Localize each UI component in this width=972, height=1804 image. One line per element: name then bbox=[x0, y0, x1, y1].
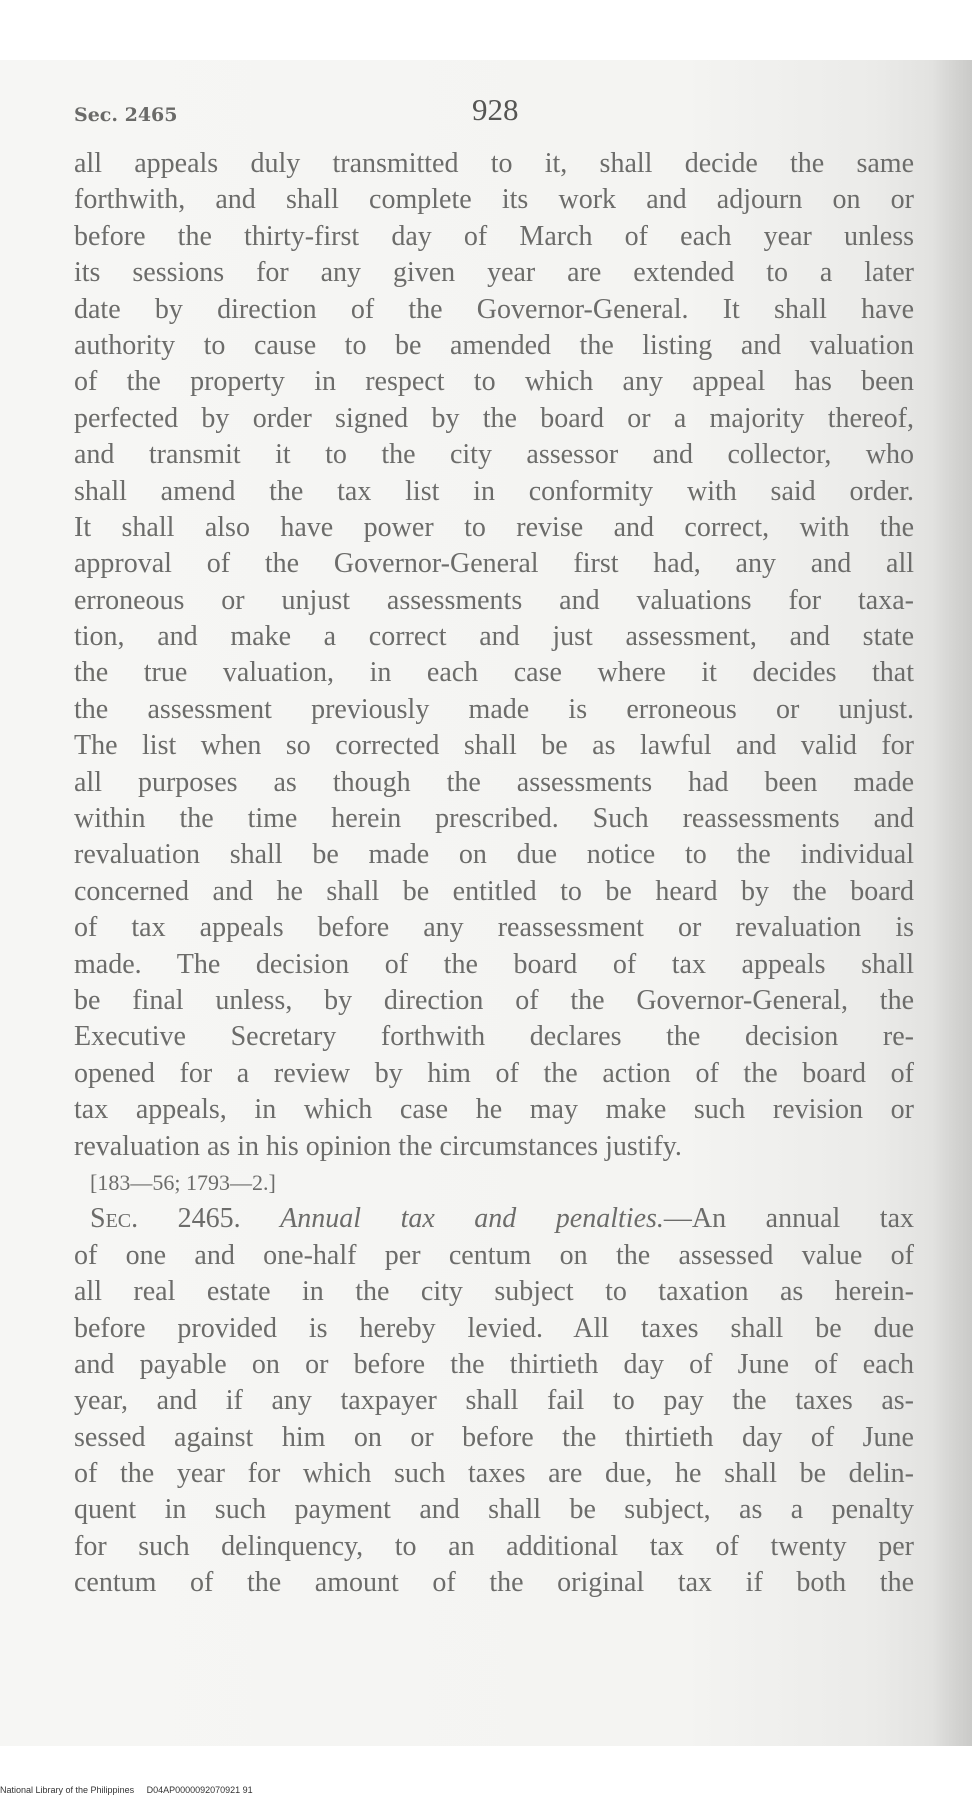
text-line: of the year for which such taxes are due, he shall be delin- bbox=[74, 1458, 914, 1490]
text-line: within the time herein prescribed. Such reassessments and bbox=[74, 803, 914, 835]
text-line: tion, and make a correct and just assessment, and state bbox=[74, 621, 914, 653]
paragraph bbox=[74, 146, 914, 1201]
text-line: be final unless, by direction of the Governor-General, the bbox=[74, 984, 914, 1016]
text-line: of the property in respect to which any appeal has been bbox=[74, 366, 914, 398]
text-line: concerned and he shall be entitled to be heard by the board bbox=[74, 875, 914, 907]
section-first-line-text: —An annual tax bbox=[663, 1203, 914, 1235]
text-line: all appeals duly transmitted to it, shall decide the same bbox=[74, 148, 914, 179]
text-line: date by direction of the Governor-General. It shall have bbox=[74, 293, 914, 325]
text-line: before the thirty-first day of March of each year unless bbox=[74, 220, 914, 252]
section-label: Sec. bbox=[90, 1203, 139, 1235]
text-line: before provided is hereby levied. All taxes shall be due bbox=[74, 1312, 914, 1344]
text-line: for such delinquency, to an additional tax of twenty per bbox=[74, 1530, 914, 1562]
text-line: all real estate in the city subject to taxation as herein- bbox=[74, 1276, 914, 1308]
text-line: its sessions for any given year are extended to a later bbox=[74, 257, 914, 289]
scanned-page bbox=[0, 60, 972, 1746]
text-line: opened for a review by him of the action of the board of bbox=[74, 1057, 914, 1089]
library-credit: National Library of the Philippines bbox=[0, 1785, 135, 1795]
citation: [183—56; 1793—2.] bbox=[90, 1169, 276, 1195]
text-line: Executive Secretary forthwith declares the decision re- bbox=[74, 1021, 914, 1053]
text-line: quent in such payment and shall be subject, as a penalty bbox=[74, 1494, 914, 1526]
body-text bbox=[74, 146, 914, 1602]
text-line: authority to cause to be amended the listing and valuation bbox=[74, 329, 914, 361]
text-line: erroneous or unjust assessments and valuations for taxa- bbox=[74, 584, 914, 616]
page-number: 928 bbox=[472, 92, 519, 127]
section-heading-line bbox=[74, 1201, 914, 1237]
text-line: and transmit it to the city assessor and collector, who bbox=[74, 439, 914, 471]
text-line: of one and one-half per centum on the assessed value of bbox=[74, 1239, 914, 1271]
text-line: It shall also have power to revise and correct, with the bbox=[74, 511, 914, 543]
text-line: forthwith, and shall complete its work and adjourn on or bbox=[74, 184, 914, 216]
text-line: year, and if any taxpayer shall fail to pay the taxes as- bbox=[74, 1385, 914, 1417]
text-line: the assessment previously made is erroneous or unjust. bbox=[74, 693, 914, 725]
text-line: of tax appeals before any reassessment or revaluation is bbox=[74, 912, 914, 944]
section-number: 2465. bbox=[177, 1203, 241, 1235]
text-line: the true valuation, in each case where it decides that bbox=[74, 657, 914, 689]
page-edge-shadow bbox=[932, 60, 972, 1746]
text-line: tax appeals, in which case he may make such revision or bbox=[74, 1094, 914, 1126]
section-heading: Annual tax and penalties. bbox=[280, 1203, 664, 1235]
text-line: approval of the Governor-General first had, any and all bbox=[74, 548, 914, 580]
text-line: The list when so corrected shall be as lawful and valid for bbox=[74, 730, 914, 762]
text-line: all purposes as though the assessments had been made bbox=[74, 766, 914, 798]
text-line: centum of the amount of the original tax if both the bbox=[74, 1567, 914, 1599]
text-line: perfected by order signed by the board or a majority thereof, bbox=[74, 402, 914, 434]
text-line: sessed against him on or before the thirtieth day of June bbox=[74, 1421, 914, 1453]
text-line: and payable on or before the thirtieth day of June of each bbox=[74, 1348, 914, 1380]
running-head bbox=[74, 90, 910, 140]
text-line: shall amend the tax list in conformity with said order. bbox=[74, 475, 914, 507]
text-line: revaluation shall be made on due notice to the individual bbox=[74, 839, 914, 871]
text-line: made. The decision of the board of tax appeals shall bbox=[74, 948, 914, 980]
scan-footer bbox=[0, 1785, 253, 1795]
section-2465 bbox=[74, 1201, 914, 1601]
section-reference: Sec. 2465 bbox=[74, 104, 178, 126]
text-line: revaluation as in his opinion the circumstances justify. bbox=[74, 1130, 682, 1162]
scan-identifier: D04AP0000092070921 91 bbox=[146, 1785, 253, 1795]
